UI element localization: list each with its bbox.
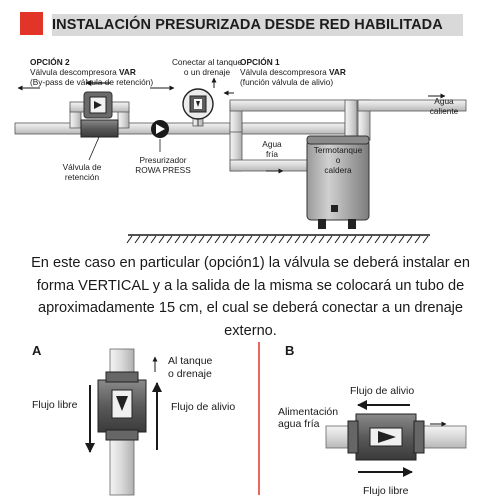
figure-b-label: B (285, 343, 295, 358)
option2-line1: Válvula descompresora VAR (30, 67, 136, 77)
ground-hatch-line (295, 236, 300, 243)
option1-line1: Válvula descompresora VAR (240, 67, 346, 77)
ground-hatch-line (287, 236, 292, 243)
ground-hatch-line (335, 236, 340, 243)
option1-valve (183, 78, 214, 126)
ground-hatch-line (127, 236, 132, 243)
figure-a-tank-line1: Al tanque (168, 355, 213, 367)
ground-hatch-line (391, 236, 396, 243)
check-valve-line2: retención (64, 172, 100, 182)
ground-hatch-line (375, 236, 380, 243)
ground-hatch-line (143, 236, 148, 243)
figure-a (32, 343, 235, 495)
pressurizer-pump (151, 120, 169, 152)
ground-hatch-line (175, 236, 180, 243)
figure-a-label: A (32, 343, 42, 358)
ground-hatch-line (255, 236, 260, 243)
ground-hatch-line (151, 236, 156, 243)
option1-title: OPCIÓN 1 (240, 57, 280, 67)
figure-a-free-flow: Flujo libre (32, 399, 78, 411)
ground-hatch-line (135, 236, 140, 243)
pressurizer-line1: Presurizador (139, 155, 187, 165)
check-valve-line1: Válvula de (62, 162, 102, 172)
option2-title: OPCIÓN 2 (30, 57, 70, 67)
hot-water-line1: Agua (434, 96, 454, 106)
ground-hatch-line (351, 236, 356, 243)
ground-hatch-line (303, 236, 308, 243)
ground-hatch-line (399, 236, 404, 243)
figure-b (278, 343, 466, 497)
ground-hatch-line (367, 236, 372, 243)
ground-hatch-line (263, 236, 268, 243)
figure-b-supply-line2: agua fría (278, 418, 320, 430)
heater-line2: o (335, 155, 341, 165)
hot-water-line2: caliente (429, 106, 459, 116)
ground-hatch-line (359, 236, 364, 243)
ground-hatch-line (271, 236, 276, 243)
description-paragraph: En este caso en particular (opción1) la válvula se deberá instalar en forma VERTICAL y a la salida de la misma se colocará un tubo de aproximadamente 15 cm, el cual se deberá conectar a un drenaje externo. (31, 255, 470, 339)
ground-hatch-line (415, 236, 420, 243)
ground-hatch-line (223, 236, 228, 243)
ground-hatch-line (327, 236, 332, 243)
figure-a-relief-flow: Flujo de alivio (171, 401, 236, 413)
heater-line3: caldera (324, 165, 352, 175)
ground-hatch-line (407, 236, 412, 243)
ground-hatch-line (247, 236, 252, 243)
cold-water-line1: Agua (262, 139, 282, 149)
ground-hatch-line (191, 236, 196, 243)
ground-line (127, 235, 430, 243)
option1-line2: (función válvula de alivio) (240, 77, 334, 87)
ground-hatch-line (215, 236, 220, 243)
figure-b-free-flow: Flujo libre (363, 485, 409, 497)
figure-a-tank-line2: o drenaje (168, 368, 212, 380)
ground-hatch-line (423, 236, 428, 243)
connect-drain-line2: o un drenaje (183, 67, 231, 77)
ground-hatch-line (279, 236, 284, 243)
figure-b-supply-line1: Alimentación (278, 406, 339, 418)
ground-hatch-line (231, 236, 236, 243)
connect-drain-line1: Conectar al tanque (171, 57, 243, 67)
ground-hatch-line (343, 236, 348, 243)
ground-hatch-line (319, 236, 324, 243)
ground-hatch-line (183, 236, 188, 243)
ground-hatch-line (167, 236, 172, 243)
pressurizer-line2: ROWA PRESS (135, 165, 191, 175)
cold-water-line2: fría (266, 149, 278, 159)
page-title: INSTALACIÓN PRESURIZADA DESDE RED HABILITADA (52, 17, 443, 33)
ground-hatch-line (239, 236, 244, 243)
ground-hatch-line (199, 236, 204, 243)
ground-hatch-line (207, 236, 212, 243)
figure-b-relief-flow: Flujo de alivio (350, 385, 415, 397)
check-valve (81, 120, 118, 160)
heater-line1: Termotanque (313, 145, 363, 155)
ground-hatch-line (383, 236, 388, 243)
ground-hatch-line (159, 236, 164, 243)
option2-valve (84, 83, 112, 118)
ground-hatch-line (311, 236, 316, 243)
option2-line2: (By-pass de válvula de retención) (30, 77, 154, 87)
